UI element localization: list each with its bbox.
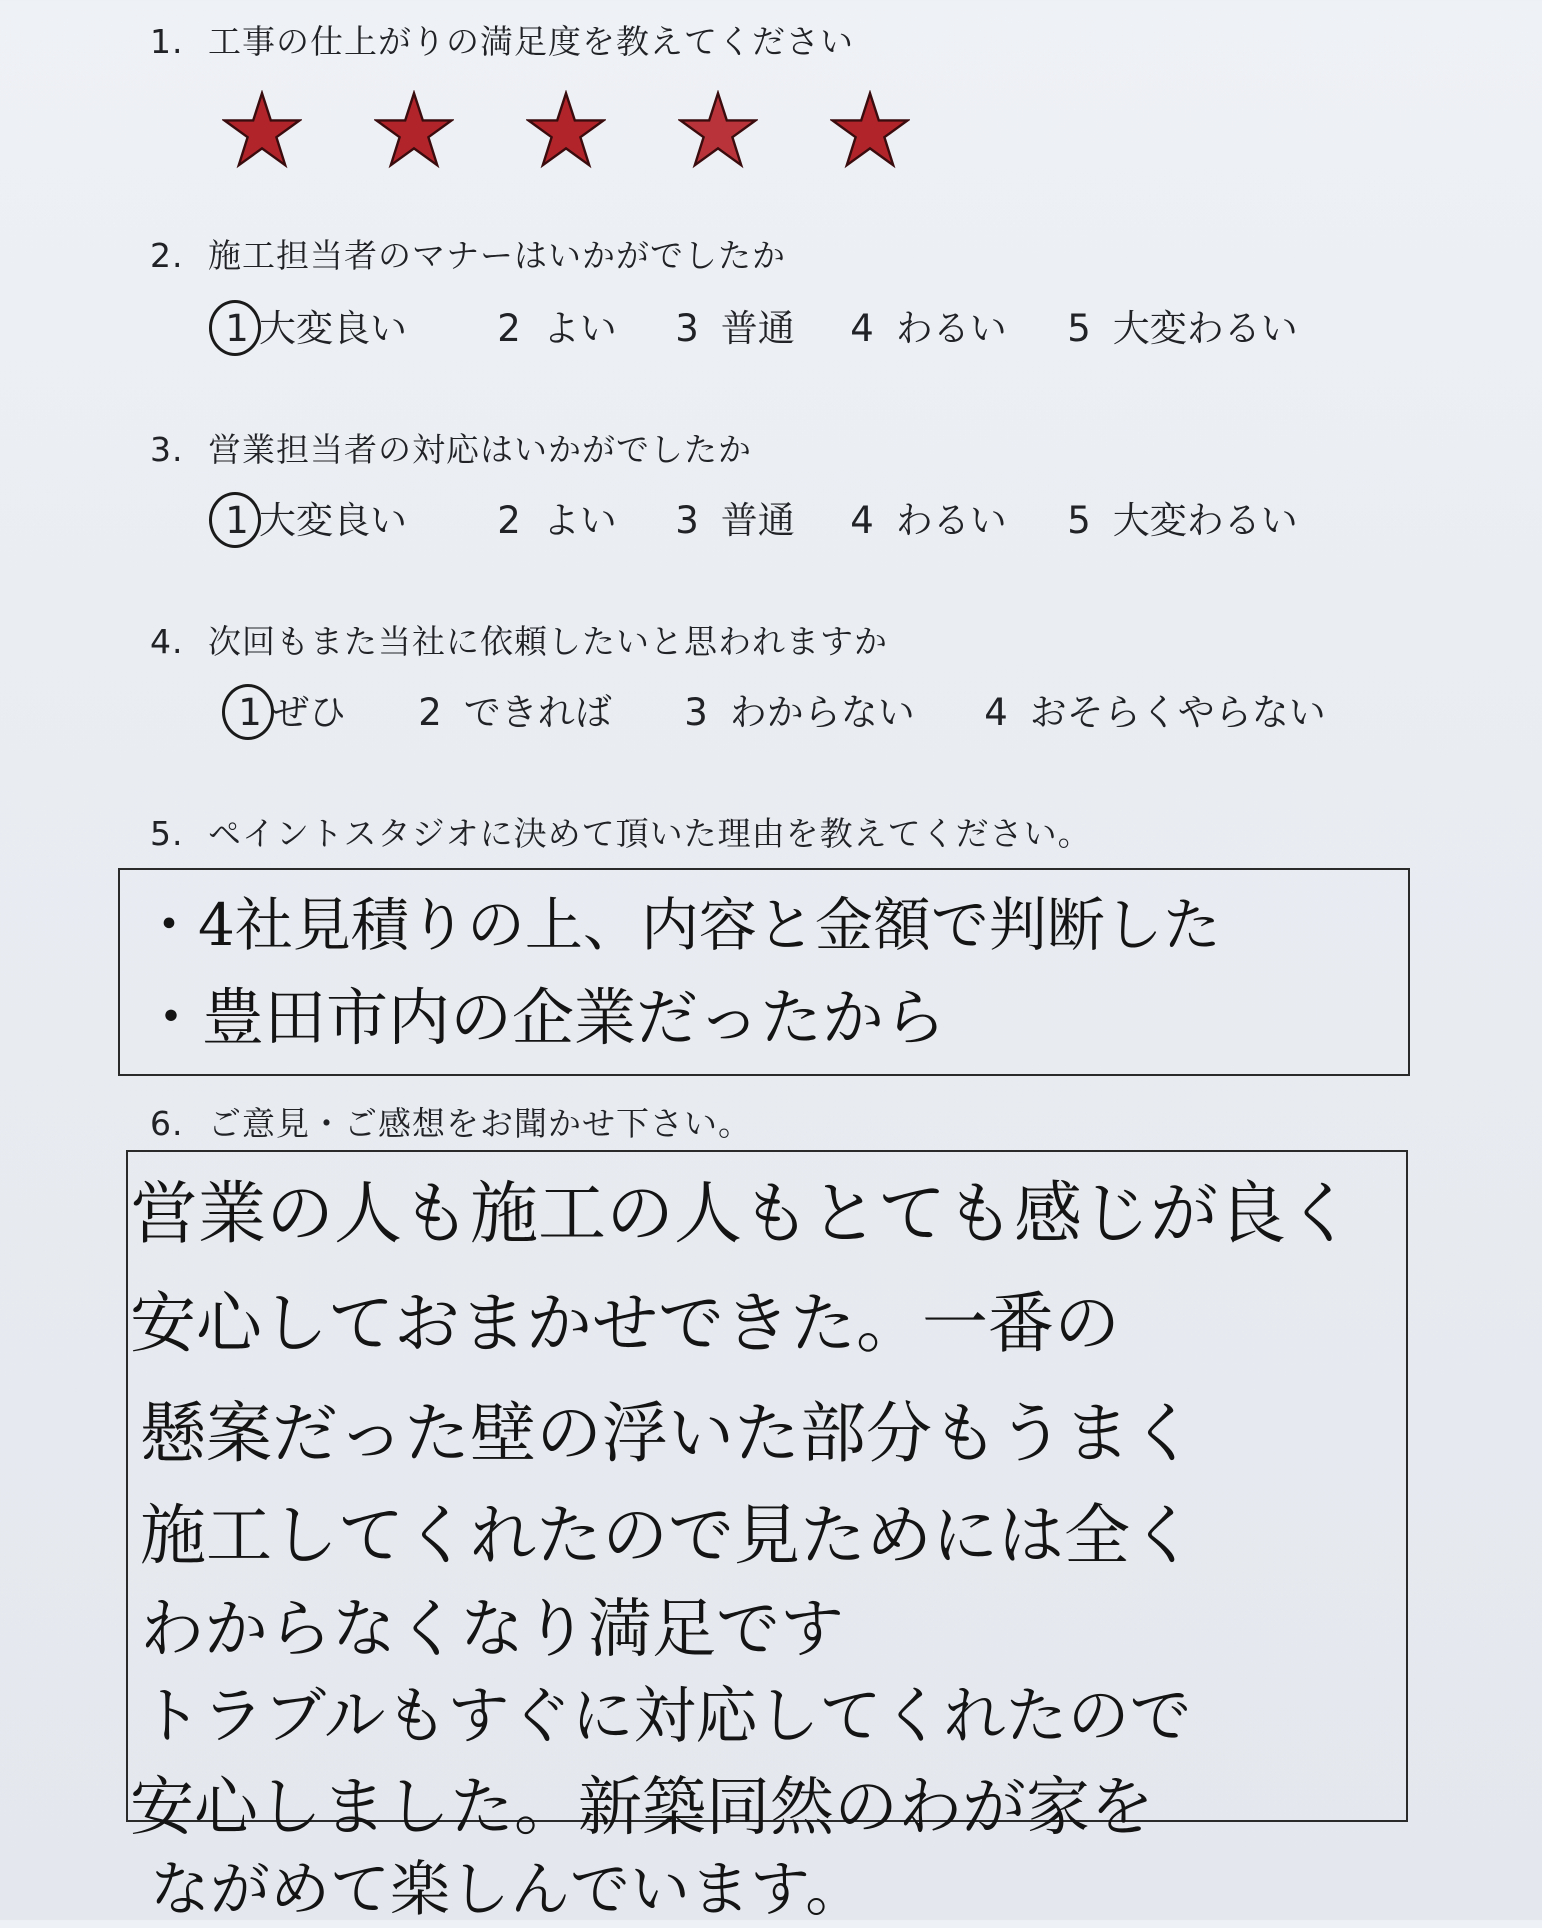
- question-6: [150, 1098, 752, 1145]
- option-number: 5: [1067, 307, 1091, 350]
- question-number: 4.: [150, 622, 184, 661]
- option-5[interactable]: [1057, 490, 1298, 544]
- question-text: 営業担当者の対応はいかがでしたか: [208, 430, 752, 469]
- star-icon: [374, 90, 454, 170]
- option-number-circled: 1: [228, 691, 272, 734]
- option-label: 普通: [720, 499, 795, 542]
- option-1[interactable]: [215, 490, 407, 544]
- question-text: 工事の仕上がりの満足度を教えてください: [208, 22, 854, 61]
- option-label: 大変わるい: [1112, 499, 1298, 542]
- option-label: よい: [542, 307, 617, 350]
- option-label: 大変良い: [259, 307, 407, 350]
- option-number: 2: [497, 307, 521, 350]
- star-icon: [526, 90, 606, 170]
- question-4: [150, 616, 888, 663]
- option-label: わからない: [729, 691, 915, 734]
- option-1[interactable]: [228, 682, 346, 736]
- answer-line: ・豊田市内の企業だったから: [140, 981, 947, 1054]
- star-icon: [678, 90, 758, 170]
- star-icon: [830, 90, 910, 170]
- option-3[interactable]: [674, 682, 915, 736]
- question-text: 施工担当者のマナーはいかがでしたか: [208, 236, 786, 275]
- answer-line: トラブルもすぐに対応してくれたので: [140, 1679, 1192, 1752]
- answer-line: 施工してくれたので見ためには全く: [140, 1497, 1196, 1574]
- option-number: 5: [1067, 499, 1091, 542]
- option-3[interactable]: [665, 490, 795, 544]
- option-label: わるい: [895, 307, 1007, 350]
- question-text: ペイントスタジオに決めて頂いた理由を教えてください。: [208, 814, 1092, 853]
- option-label: 大変わるい: [1112, 307, 1298, 350]
- answer-line: わからなくなり満足です: [140, 1593, 844, 1667]
- answer-line: ながめて楽しんでいます。: [150, 1855, 866, 1925]
- option-4[interactable]: [840, 298, 1007, 352]
- option-5[interactable]: [1057, 298, 1298, 352]
- option-2[interactable]: [487, 298, 617, 352]
- question-number: 2.: [150, 236, 184, 275]
- option-number: 4: [850, 499, 874, 542]
- option-number-circled: 1: [215, 499, 259, 542]
- option-number: 4: [984, 691, 1008, 734]
- option-number: 2: [418, 691, 442, 734]
- option-label: よい: [542, 499, 617, 542]
- answer-line: 営業の人も施工の人もとても感じが良く: [130, 1175, 1355, 1254]
- answer-line: 安心しておまかせできた。一番の: [130, 1285, 1120, 1362]
- option-label: おそらくやらない: [1029, 691, 1326, 734]
- option-label: できれば: [463, 691, 612, 734]
- star-rating: [222, 90, 922, 180]
- question-3: [150, 424, 752, 471]
- answer-line: ・4社見積りの上、内容と金額で判断した: [140, 891, 1221, 959]
- option-label: 大変良い: [259, 499, 407, 542]
- question-text: 次回もまた当社に依頼したいと思われますか: [208, 622, 888, 661]
- option-2[interactable]: [408, 682, 612, 736]
- question-number: 6.: [150, 1104, 184, 1143]
- question-number: 5.: [150, 814, 184, 853]
- question-1: [150, 16, 854, 63]
- question-text: ご意見・ご感想をお聞かせ下さい。: [208, 1104, 752, 1143]
- option-label: わるい: [895, 499, 1007, 542]
- option-label: 普通: [720, 307, 795, 350]
- option-number: 4: [850, 307, 874, 350]
- option-3[interactable]: [665, 298, 795, 352]
- option-number: 3: [675, 499, 699, 542]
- question-2: [150, 230, 786, 277]
- option-number: 3: [675, 307, 699, 350]
- option-number: 2: [497, 499, 521, 542]
- option-2[interactable]: [487, 490, 617, 544]
- question-number: 3.: [150, 430, 184, 469]
- option-number-circled: 1: [215, 307, 259, 350]
- answer-line: 安心しました。新築同然のわが家を: [130, 1771, 1154, 1845]
- option-number: 3: [684, 691, 708, 734]
- option-1[interactable]: [215, 298, 407, 352]
- option-4[interactable]: [840, 490, 1007, 544]
- question-number: 1.: [150, 22, 184, 61]
- option-label: ぜひ: [272, 691, 346, 734]
- question-5: [150, 808, 1092, 855]
- option-4[interactable]: [974, 682, 1326, 736]
- star-icon: [222, 90, 302, 170]
- answer-line: 懸案だった壁の浮いた部分もうまく: [140, 1395, 1196, 1472]
